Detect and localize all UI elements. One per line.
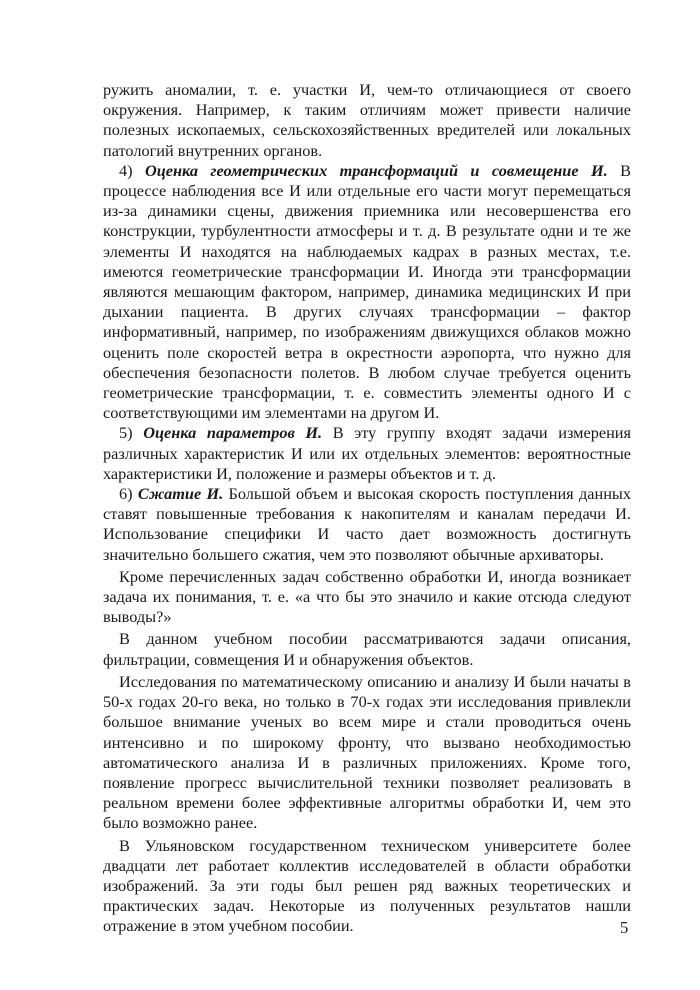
paragraph-text: В данном учебном пособии рассматриваются задачи описания, фильтрации, совмещения И и обнаружения объектов. xyxy=(103,629,631,669)
paragraph-university xyxy=(103,836,631,937)
list-item-text: В эту группу входят задачи измерения различных характеристик И или их отдельных элементов: вероятностные характеристики И, положение и размеры объектов и т. д. xyxy=(103,423,631,483)
list-item-heading: Оценка параметров И. xyxy=(143,423,323,443)
paragraph-text: В Ульяновском государственном техническом университете более двадцати лет работает коллектив исследователей в области обработки изображений. За эти годы был решен ряд важных теоретических и практических задач. Некоторые из полученных результатов нашли отражение в этом учебном пособии. xyxy=(103,835,631,936)
paragraph-anomalies xyxy=(103,80,631,161)
list-item-number: 6) xyxy=(119,484,133,504)
body-text xyxy=(103,80,631,937)
list-item-text: Большой объем и высокая скорость поступления данных ставят повышенные требования к накопителям и каналам передачи И. Использование специфики И часто дает возможность достигнуть значительно большего сжатия, чем это позволяют обычные архиваторы. xyxy=(103,484,631,564)
list-item-heading: Оценка геометрических трансформаций и совмещение И. xyxy=(144,160,608,180)
list-item-number: 4) xyxy=(119,160,133,180)
list-item-number: 5) xyxy=(119,423,133,443)
paragraph-text: Кроме перечисленных задач собственно обработки И, иногда возникает задача их понимания, т. е. «а что бы это значило и какие отсюда следуют выводы?» xyxy=(103,566,631,627)
paragraph-text: Исследования по математическому описанию и анализу И были начаты в 50-х годах 20-го века, но только в 70-х годах эти исследования привлекли большое внимание ученых во всем мире и стали проводиться очень интенсивно и по широкому фронту, что вызвано необходимостью автоматического анализа И в различных приложениях. Кроме того, появление прогресс вычислительной техники позволяет реализовать в реальном времени более эффективные алгоритмы обработки И, чем это было возможно ранее. xyxy=(103,671,631,833)
paragraph-history xyxy=(103,672,631,834)
list-item-parameter-estimation xyxy=(103,423,631,484)
list-item-heading: Сжатие И. xyxy=(137,484,224,504)
paragraph-tutorial-scope xyxy=(103,629,631,669)
page-number: 5 xyxy=(620,918,629,937)
paragraph-text: ружить аномалии, т. е. участки И, чем-то отличающиеся от своего окружения. Например, к таким отличиям может привести наличие полезных ископаемых, сельскохозяйственных вредителей или локальных патологий внутренних органов. xyxy=(103,80,631,160)
list-item-compression xyxy=(103,484,631,565)
paragraph-understanding xyxy=(103,567,631,628)
list-item-text: В процессе наблюдения все И или отдельные его части могут перемещаться из-за динамики сцены, движения приемника или несовершенства его конструкции, турбулентности атмосферы и т. д. В результате одни и те же элементы И находятся на наблюдаемых кадрах в разных местах, т.е. имеются геометрические трансформации И. Иногда эти трансформации являются мешающим фактором, например, динамика медицинских И при дыхании пациента. В других случаях трансформации – фактор информативный, например, по изображениям движущихся облаков можно оценить поле скоростей ветра в окрестности аэропорта, что нужно для обеспечения безопасности полетов. В любом случае требуется оценить геометрические трансформации, т. е. совместить элементы одного И с соответствующими им элементами на другом И. xyxy=(103,160,631,423)
list-item-geometric-transformations xyxy=(103,161,631,424)
